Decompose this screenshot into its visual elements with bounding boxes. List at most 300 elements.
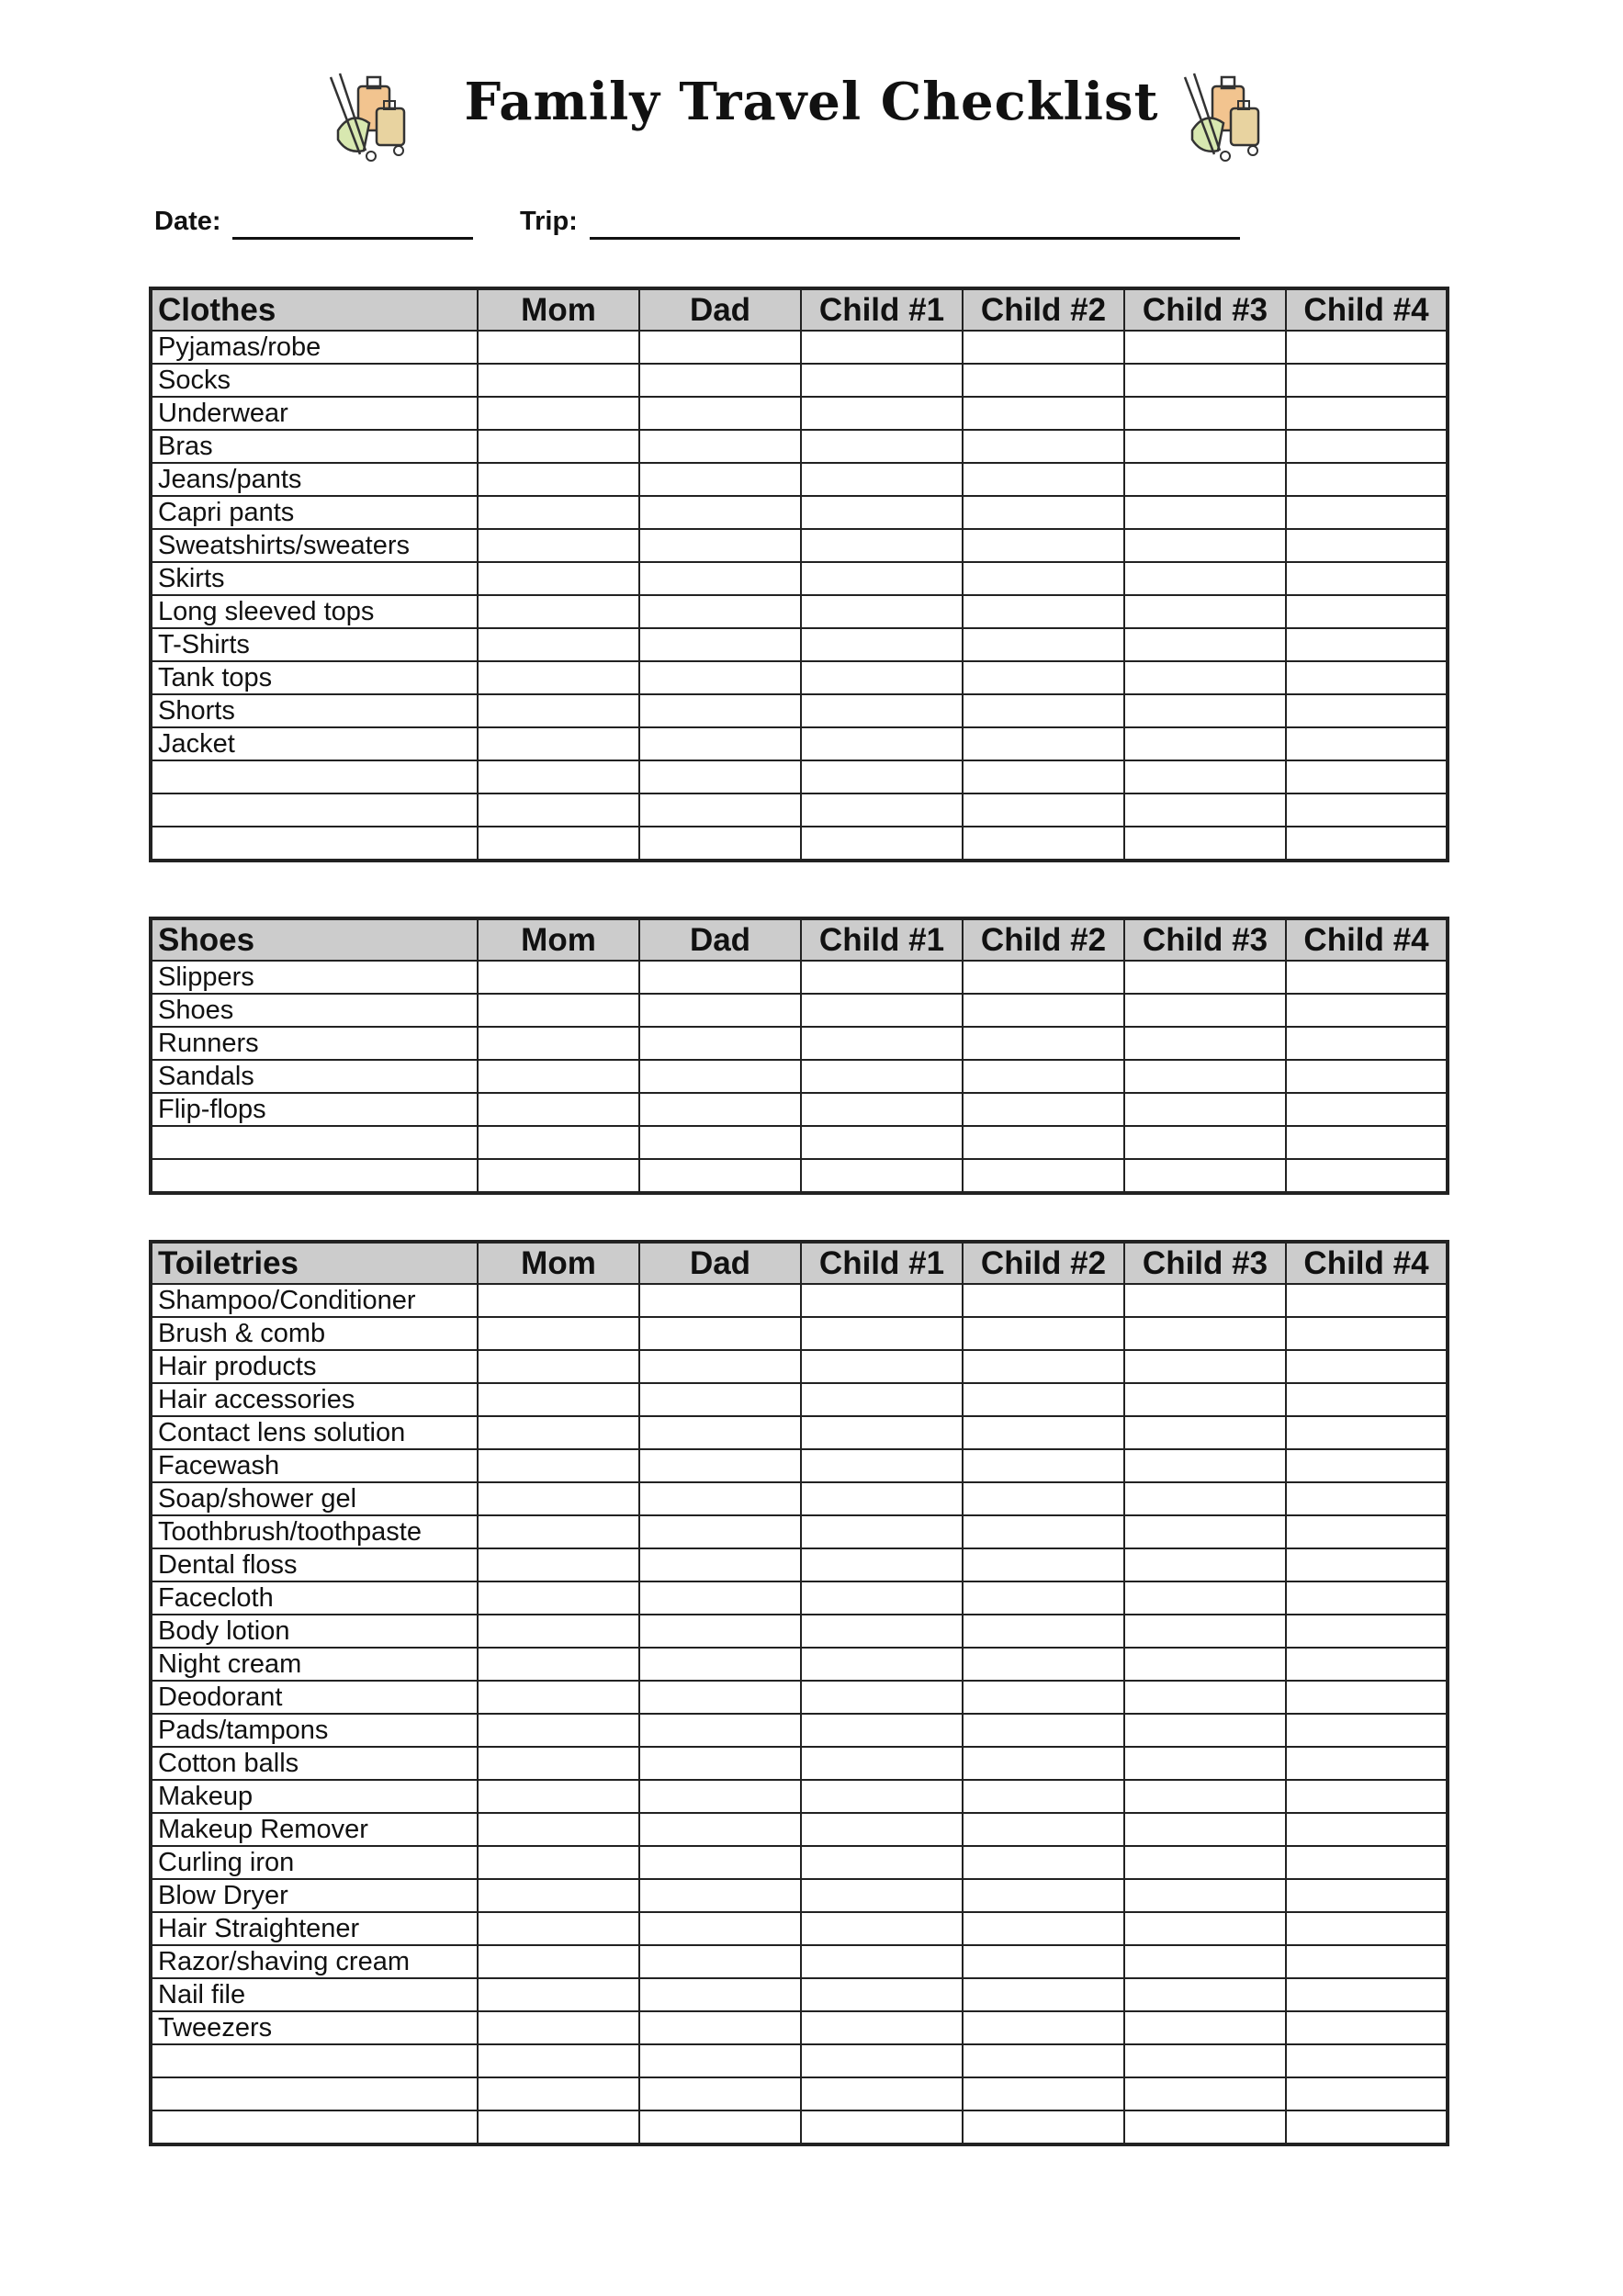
check-cell[interactable]: [963, 1093, 1124, 1126]
check-cell[interactable]: [639, 760, 801, 793]
check-cell[interactable]: [1124, 331, 1286, 364]
check-cell[interactable]: [963, 1945, 1124, 1978]
check-cell[interactable]: [963, 1350, 1124, 1383]
check-cell[interactable]: [1286, 661, 1448, 694]
check-cell[interactable]: [1286, 1846, 1448, 1879]
table-row: [151, 1813, 1448, 1846]
check-cell[interactable]: [801, 2044, 963, 2077]
check-cell[interactable]: [1286, 1317, 1448, 1350]
check-cell[interactable]: [1286, 1515, 1448, 1548]
check-cell[interactable]: [639, 1383, 801, 1416]
check-cell[interactable]: [639, 1515, 801, 1548]
check-cell[interactable]: [801, 430, 963, 463]
check-cell[interactable]: [801, 1317, 963, 1350]
check-cell[interactable]: [478, 1714, 639, 1747]
check-cell[interactable]: [963, 1780, 1124, 1813]
check-cell[interactable]: [1124, 661, 1286, 694]
check-cell[interactable]: [639, 1548, 801, 1581]
check-cell[interactable]: [478, 430, 639, 463]
check-cell[interactable]: [478, 827, 639, 861]
check-cell[interactable]: [478, 2110, 639, 2144]
check-cell[interactable]: [963, 661, 1124, 694]
check-cell[interactable]: [1286, 1548, 1448, 1581]
check-cell[interactable]: [963, 628, 1124, 661]
check-cell[interactable]: [1286, 496, 1448, 529]
check-cell[interactable]: [639, 1126, 801, 1159]
check-cell[interactable]: [1124, 364, 1286, 397]
check-cell[interactable]: [639, 628, 801, 661]
check-cell[interactable]: [1124, 397, 1286, 430]
check-cell[interactable]: [801, 1681, 963, 1714]
check-cell[interactable]: [639, 1945, 801, 1978]
check-cell[interactable]: [1286, 793, 1448, 827]
check-cell[interactable]: [478, 364, 639, 397]
check-cell[interactable]: [478, 1945, 639, 1978]
check-cell[interactable]: [801, 628, 963, 661]
check-cell[interactable]: [1286, 1284, 1448, 1317]
check-cell[interactable]: [639, 1449, 801, 1482]
check-cell[interactable]: [1124, 1615, 1286, 1648]
check-cell[interactable]: [639, 1780, 801, 1813]
check-cell[interactable]: [1124, 1648, 1286, 1681]
check-cell[interactable]: [963, 1060, 1124, 1093]
check-cell[interactable]: [639, 2011, 801, 2044]
check-cell[interactable]: [478, 1747, 639, 1780]
check-cell[interactable]: [1124, 1093, 1286, 1126]
check-cell[interactable]: [1124, 961, 1286, 994]
check-cell[interactable]: [1286, 1813, 1448, 1846]
check-cell[interactable]: [963, 331, 1124, 364]
check-cell[interactable]: [963, 760, 1124, 793]
check-cell[interactable]: [801, 793, 963, 827]
check-cell[interactable]: [639, 1159, 801, 1193]
check-cell[interactable]: [1124, 1879, 1286, 1912]
check-cell[interactable]: [1286, 331, 1448, 364]
check-cell[interactable]: [478, 661, 639, 694]
check-cell[interactable]: [963, 2110, 1124, 2144]
check-cell[interactable]: [478, 595, 639, 628]
check-cell[interactable]: [801, 529, 963, 562]
check-cell[interactable]: [1286, 2110, 1448, 2144]
check-cell[interactable]: [1286, 1383, 1448, 1416]
date-field[interactable]: [154, 207, 476, 243]
check-cell[interactable]: [1124, 1681, 1286, 1714]
check-cell[interactable]: [478, 694, 639, 727]
check-cell[interactable]: [1124, 793, 1286, 827]
check-cell[interactable]: [1124, 1317, 1286, 1350]
check-cell[interactable]: [1124, 1284, 1286, 1317]
check-cell[interactable]: [639, 430, 801, 463]
check-cell[interactable]: [478, 1126, 639, 1159]
check-cell[interactable]: [1124, 760, 1286, 793]
check-cell[interactable]: [1286, 595, 1448, 628]
check-cell[interactable]: [963, 1027, 1124, 1060]
check-cell[interactable]: [478, 1813, 639, 1846]
check-cell[interactable]: [478, 793, 639, 827]
check-cell[interactable]: [1286, 727, 1448, 760]
check-cell[interactable]: [801, 661, 963, 694]
check-cell[interactable]: [1286, 529, 1448, 562]
check-cell[interactable]: [1286, 1350, 1448, 1383]
check-cell[interactable]: [1286, 1714, 1448, 1747]
check-cell[interactable]: [478, 961, 639, 994]
check-cell[interactable]: [801, 1879, 963, 1912]
check-cell[interactable]: [478, 1780, 639, 1813]
check-cell[interactable]: [801, 1383, 963, 1416]
check-cell[interactable]: [801, 595, 963, 628]
check-cell[interactable]: [478, 1548, 639, 1581]
check-cell[interactable]: [801, 1350, 963, 1383]
check-cell[interactable]: [963, 1416, 1124, 1449]
check-cell[interactable]: [1286, 1780, 1448, 1813]
table-row: [151, 2011, 1448, 2044]
check-cell[interactable]: [1286, 1449, 1448, 1482]
check-cell[interactable]: [478, 727, 639, 760]
check-cell[interactable]: [478, 1681, 639, 1714]
check-cell[interactable]: [639, 1813, 801, 1846]
check-cell[interactable]: [478, 1482, 639, 1515]
check-cell[interactable]: [478, 1449, 639, 1482]
check-cell[interactable]: [963, 1813, 1124, 1846]
check-cell[interactable]: [478, 1515, 639, 1548]
check-cell[interactable]: [478, 1060, 639, 1093]
check-cell[interactable]: [1124, 1126, 1286, 1159]
check-cell[interactable]: [963, 1581, 1124, 1615]
check-cell[interactable]: [639, 1747, 801, 1780]
check-cell[interactable]: [1124, 1060, 1286, 1093]
check-cell[interactable]: [639, 1714, 801, 1747]
check-cell[interactable]: [478, 2011, 639, 2044]
check-cell[interactable]: [478, 2077, 639, 2110]
check-cell[interactable]: [639, 1284, 801, 1317]
check-cell[interactable]: [1286, 1159, 1448, 1193]
check-cell[interactable]: [478, 2044, 639, 2077]
check-cell[interactable]: [1286, 1648, 1448, 1681]
check-cell[interactable]: [1124, 1027, 1286, 1060]
check-cell[interactable]: [1124, 1747, 1286, 1780]
check-cell[interactable]: [1286, 760, 1448, 793]
check-cell[interactable]: [1124, 628, 1286, 661]
check-cell[interactable]: [478, 1416, 639, 1449]
check-cell[interactable]: [639, 1912, 801, 1945]
check-cell[interactable]: [1286, 1482, 1448, 1515]
check-cell[interactable]: [1286, 1060, 1448, 1093]
check-cell[interactable]: [963, 1515, 1124, 1548]
check-cell[interactable]: [963, 529, 1124, 562]
check-cell[interactable]: [1124, 1159, 1286, 1193]
check-cell[interactable]: [801, 1548, 963, 1581]
check-cell[interactable]: [801, 1416, 963, 1449]
check-cell[interactable]: [801, 1581, 963, 1615]
check-cell[interactable]: [478, 1027, 639, 1060]
check-cell[interactable]: [1286, 961, 1448, 994]
check-cell[interactable]: [801, 727, 963, 760]
check-cell[interactable]: [801, 1482, 963, 1515]
check-cell[interactable]: [1124, 1912, 1286, 1945]
check-cell[interactable]: [1286, 1581, 1448, 1615]
check-cell[interactable]: [963, 1317, 1124, 1350]
check-cell[interactable]: [801, 1449, 963, 1482]
check-cell[interactable]: [639, 1416, 801, 1449]
check-cell[interactable]: [1124, 994, 1286, 1027]
check-cell[interactable]: [639, 1681, 801, 1714]
check-cell[interactable]: [963, 595, 1124, 628]
check-cell[interactable]: [1124, 1945, 1286, 1978]
check-cell[interactable]: [801, 994, 963, 1027]
check-cell[interactable]: [1124, 2044, 1286, 2077]
check-cell[interactable]: [801, 1945, 963, 1978]
check-cell[interactable]: [801, 2011, 963, 2044]
check-cell[interactable]: [478, 562, 639, 595]
check-cell[interactable]: [1124, 1416, 1286, 1449]
check-cell[interactable]: [639, 1581, 801, 1615]
date-blank[interactable]: [232, 237, 473, 240]
check-cell[interactable]: [639, 1648, 801, 1681]
check-cell[interactable]: [1286, 1747, 1448, 1780]
check-cell[interactable]: [1124, 2011, 1286, 2044]
check-cell[interactable]: [478, 1912, 639, 1945]
check-cell[interactable]: [639, 827, 801, 861]
check-cell[interactable]: [1286, 1093, 1448, 1126]
check-cell[interactable]: [963, 562, 1124, 595]
check-cell[interactable]: [639, 1060, 801, 1093]
check-cell[interactable]: [801, 1978, 963, 2011]
check-cell[interactable]: [639, 496, 801, 529]
check-cell[interactable]: [801, 827, 963, 861]
check-cell[interactable]: [639, 562, 801, 595]
check-cell[interactable]: [963, 463, 1124, 496]
check-cell[interactable]: [801, 1093, 963, 1126]
check-cell[interactable]: [963, 496, 1124, 529]
check-cell[interactable]: [1124, 1482, 1286, 1515]
check-cell[interactable]: [639, 793, 801, 827]
check-cell[interactable]: [639, 1350, 801, 1383]
check-cell[interactable]: [1124, 2110, 1286, 2144]
check-cell[interactable]: [639, 2110, 801, 2144]
check-cell[interactable]: [1286, 1978, 1448, 2011]
check-cell[interactable]: [963, 1846, 1124, 1879]
check-cell[interactable]: [801, 364, 963, 397]
check-cell[interactable]: [963, 1383, 1124, 1416]
check-cell[interactable]: [639, 2077, 801, 2110]
check-cell[interactable]: [801, 1648, 963, 1681]
check-cell[interactable]: [1124, 1548, 1286, 1581]
check-cell[interactable]: [1124, 2077, 1286, 2110]
check-cell[interactable]: [1286, 1879, 1448, 1912]
check-cell[interactable]: [478, 1317, 639, 1350]
trip-field[interactable]: [520, 207, 1245, 243]
check-cell[interactable]: [963, 1879, 1124, 1912]
check-cell[interactable]: [1286, 1681, 1448, 1714]
check-cell[interactable]: [1286, 463, 1448, 496]
check-cell[interactable]: [801, 1747, 963, 1780]
check-cell[interactable]: [1124, 1350, 1286, 1383]
check-cell[interactable]: [801, 397, 963, 430]
check-cell[interactable]: [801, 463, 963, 496]
check-cell[interactable]: [478, 1581, 639, 1615]
check-cell[interactable]: [478, 1093, 639, 1126]
check-cell[interactable]: [963, 2077, 1124, 2110]
check-cell[interactable]: [1124, 1846, 1286, 1879]
check-cell[interactable]: [801, 694, 963, 727]
check-cell[interactable]: [963, 364, 1124, 397]
check-cell[interactable]: [801, 562, 963, 595]
check-cell[interactable]: [1124, 1978, 1286, 2011]
check-cell[interactable]: [1124, 1581, 1286, 1615]
check-cell[interactable]: [801, 1515, 963, 1548]
check-cell[interactable]: [478, 1615, 639, 1648]
check-cell[interactable]: [1124, 1780, 1286, 1813]
check-cell[interactable]: [478, 994, 639, 1027]
check-cell[interactable]: [801, 1912, 963, 1945]
check-cell[interactable]: [801, 1846, 963, 1879]
check-cell[interactable]: [963, 397, 1124, 430]
check-cell[interactable]: [963, 1284, 1124, 1317]
check-cell[interactable]: [963, 727, 1124, 760]
check-cell[interactable]: [963, 994, 1124, 1027]
check-cell[interactable]: [639, 694, 801, 727]
check-cell[interactable]: [1286, 364, 1448, 397]
check-cell[interactable]: [639, 529, 801, 562]
check-cell[interactable]: [639, 2044, 801, 2077]
check-cell[interactable]: [478, 397, 639, 430]
check-cell[interactable]: [639, 463, 801, 496]
check-cell[interactable]: [639, 1093, 801, 1126]
check-cell[interactable]: [801, 760, 963, 793]
check-cell[interactable]: [1124, 694, 1286, 727]
check-cell[interactable]: [1124, 496, 1286, 529]
check-cell[interactable]: [1286, 628, 1448, 661]
check-cell[interactable]: [639, 994, 801, 1027]
check-cell[interactable]: [478, 331, 639, 364]
check-cell[interactable]: [1124, 430, 1286, 463]
check-cell[interactable]: [478, 760, 639, 793]
check-cell[interactable]: [1286, 994, 1448, 1027]
check-cell[interactable]: [639, 661, 801, 694]
check-cell[interactable]: [963, 694, 1124, 727]
check-cell[interactable]: [639, 1879, 801, 1912]
check-cell[interactable]: [639, 1846, 801, 1879]
check-cell[interactable]: [963, 430, 1124, 463]
check-cell[interactable]: [963, 1978, 1124, 2011]
check-cell[interactable]: [1286, 430, 1448, 463]
check-cell[interactable]: [1286, 1945, 1448, 1978]
check-cell[interactable]: [801, 1284, 963, 1317]
check-cell[interactable]: [1124, 562, 1286, 595]
check-cell[interactable]: [801, 496, 963, 529]
check-cell[interactable]: [478, 1978, 639, 2011]
check-cell[interactable]: [963, 1747, 1124, 1780]
check-cell[interactable]: [1286, 694, 1448, 727]
check-cell[interactable]: [1124, 529, 1286, 562]
check-cell[interactable]: [478, 1879, 639, 1912]
check-cell[interactable]: [639, 1317, 801, 1350]
check-cell[interactable]: [478, 1284, 639, 1317]
check-cell[interactable]: [639, 364, 801, 397]
check-cell[interactable]: [963, 1681, 1124, 1714]
check-cell[interactable]: [801, 2110, 963, 2144]
check-cell[interactable]: [639, 961, 801, 994]
check-cell[interactable]: [1124, 1714, 1286, 1747]
check-cell[interactable]: [1124, 1813, 1286, 1846]
check-cell[interactable]: [1124, 727, 1286, 760]
check-cell[interactable]: [1286, 397, 1448, 430]
check-cell[interactable]: [1286, 827, 1448, 861]
check-cell[interactable]: [801, 331, 963, 364]
check-cell[interactable]: [1124, 463, 1286, 496]
check-cell[interactable]: [801, 1126, 963, 1159]
check-cell[interactable]: [478, 1648, 639, 1681]
check-cell[interactable]: [963, 2011, 1124, 2044]
check-cell[interactable]: [1286, 562, 1448, 595]
check-cell[interactable]: [801, 1813, 963, 1846]
check-cell[interactable]: [639, 331, 801, 364]
check-cell[interactable]: [963, 1648, 1124, 1681]
check-cell[interactable]: [478, 1846, 639, 1879]
check-cell[interactable]: [963, 1126, 1124, 1159]
check-cell[interactable]: [478, 529, 639, 562]
check-cell[interactable]: [478, 628, 639, 661]
trip-blank[interactable]: [590, 237, 1240, 240]
check-cell[interactable]: [963, 827, 1124, 861]
check-cell[interactable]: [801, 2077, 963, 2110]
check-cell[interactable]: [963, 1615, 1124, 1648]
check-cell[interactable]: [1124, 1515, 1286, 1548]
check-cell[interactable]: [801, 1159, 963, 1193]
check-cell[interactable]: [1286, 1416, 1448, 1449]
check-cell[interactable]: [478, 1159, 639, 1193]
check-cell[interactable]: [801, 1060, 963, 1093]
check-cell[interactable]: [801, 1615, 963, 1648]
check-cell[interactable]: [801, 1780, 963, 1813]
check-cell[interactable]: [1286, 2077, 1448, 2110]
check-cell[interactable]: [639, 727, 801, 760]
check-cell[interactable]: [1124, 595, 1286, 628]
check-cell[interactable]: [478, 1350, 639, 1383]
check-cell[interactable]: [478, 1383, 639, 1416]
check-cell[interactable]: [639, 1027, 801, 1060]
check-cell[interactable]: [1286, 2044, 1448, 2077]
check-cell[interactable]: [801, 1714, 963, 1747]
check-cell[interactable]: [963, 793, 1124, 827]
check-cell[interactable]: [801, 1027, 963, 1060]
check-cell[interactable]: [639, 1978, 801, 2011]
check-cell[interactable]: [478, 496, 639, 529]
check-cell[interactable]: [963, 1714, 1124, 1747]
check-cell[interactable]: [963, 1449, 1124, 1482]
check-cell[interactable]: [1124, 827, 1286, 861]
check-cell[interactable]: [478, 463, 639, 496]
check-cell[interactable]: [639, 397, 801, 430]
check-cell[interactable]: [963, 1912, 1124, 1945]
check-cell[interactable]: [1286, 1126, 1448, 1159]
check-cell[interactable]: [639, 595, 801, 628]
check-cell[interactable]: [1124, 1449, 1286, 1482]
check-cell[interactable]: [1286, 1615, 1448, 1648]
check-cell[interactable]: [963, 961, 1124, 994]
check-cell[interactable]: [639, 1482, 801, 1515]
check-cell[interactable]: [963, 1482, 1124, 1515]
check-cell[interactable]: [1286, 1912, 1448, 1945]
check-cell[interactable]: [801, 961, 963, 994]
check-cell[interactable]: [963, 2044, 1124, 2077]
check-cell[interactable]: [1286, 1027, 1448, 1060]
check-cell[interactable]: [1286, 2011, 1448, 2044]
check-cell[interactable]: [1124, 1383, 1286, 1416]
check-cell[interactable]: [963, 1548, 1124, 1581]
check-cell[interactable]: [639, 1615, 801, 1648]
check-cell[interactable]: [963, 1159, 1124, 1193]
